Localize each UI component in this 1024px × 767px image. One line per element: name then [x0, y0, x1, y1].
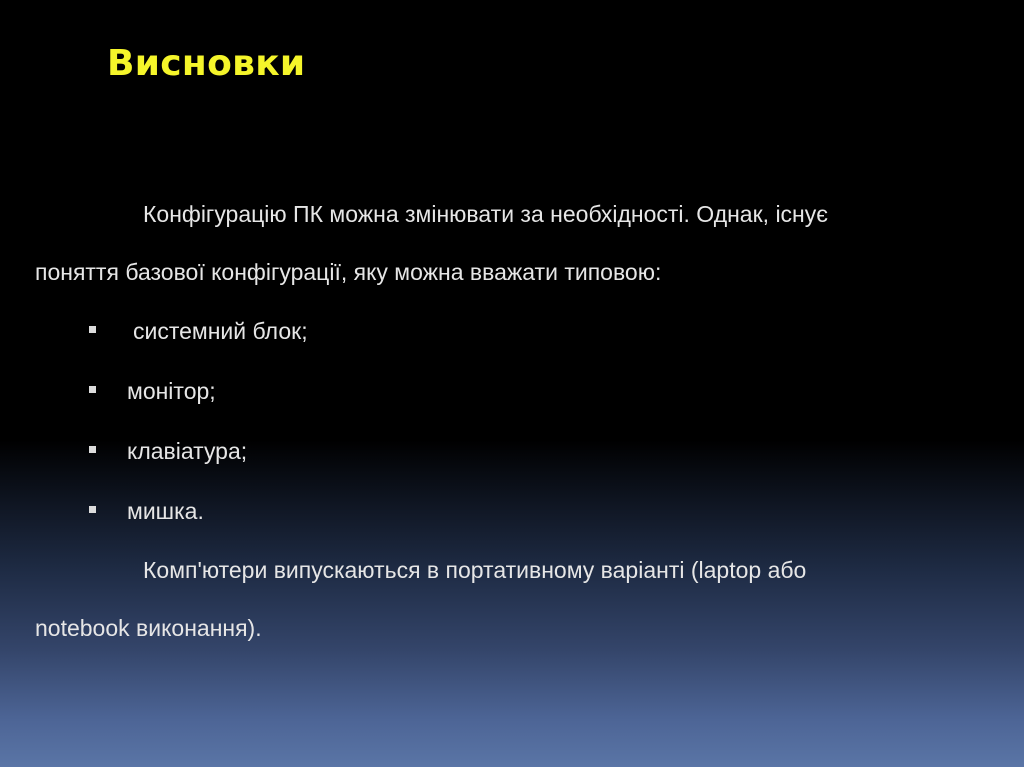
closing-paragraph	[35, 541, 989, 657]
list-item	[89, 361, 989, 421]
list-item	[89, 301, 989, 361]
list-item-text: клавіатура;	[127, 438, 248, 464]
intro-paragraph	[35, 185, 989, 301]
intro-line-2: поняття базової конфігурації, яку можна вважати типовою:	[35, 259, 662, 285]
list-item-text: системний блок;	[133, 318, 308, 344]
square-bullet-icon	[89, 506, 96, 513]
list-item-text: мишка.	[127, 498, 204, 524]
closing-line-1: Комп'ютери випускаються в портативному варіанті (laptop або	[143, 557, 807, 583]
square-bullet-icon	[89, 326, 96, 333]
list-item	[89, 421, 989, 481]
intro-line-1: Конфігурацію ПК можна змінювати за необхідності. Однак, існує	[143, 201, 828, 227]
slide-body	[35, 185, 989, 657]
closing-line-2: notebook виконання).	[35, 615, 262, 641]
square-bullet-icon	[89, 386, 96, 393]
list-item-text: монітор;	[127, 378, 216, 404]
square-bullet-icon	[89, 446, 96, 453]
list-item	[89, 481, 989, 541]
component-list	[89, 301, 989, 541]
slide-title: Висновки	[107, 43, 306, 84]
